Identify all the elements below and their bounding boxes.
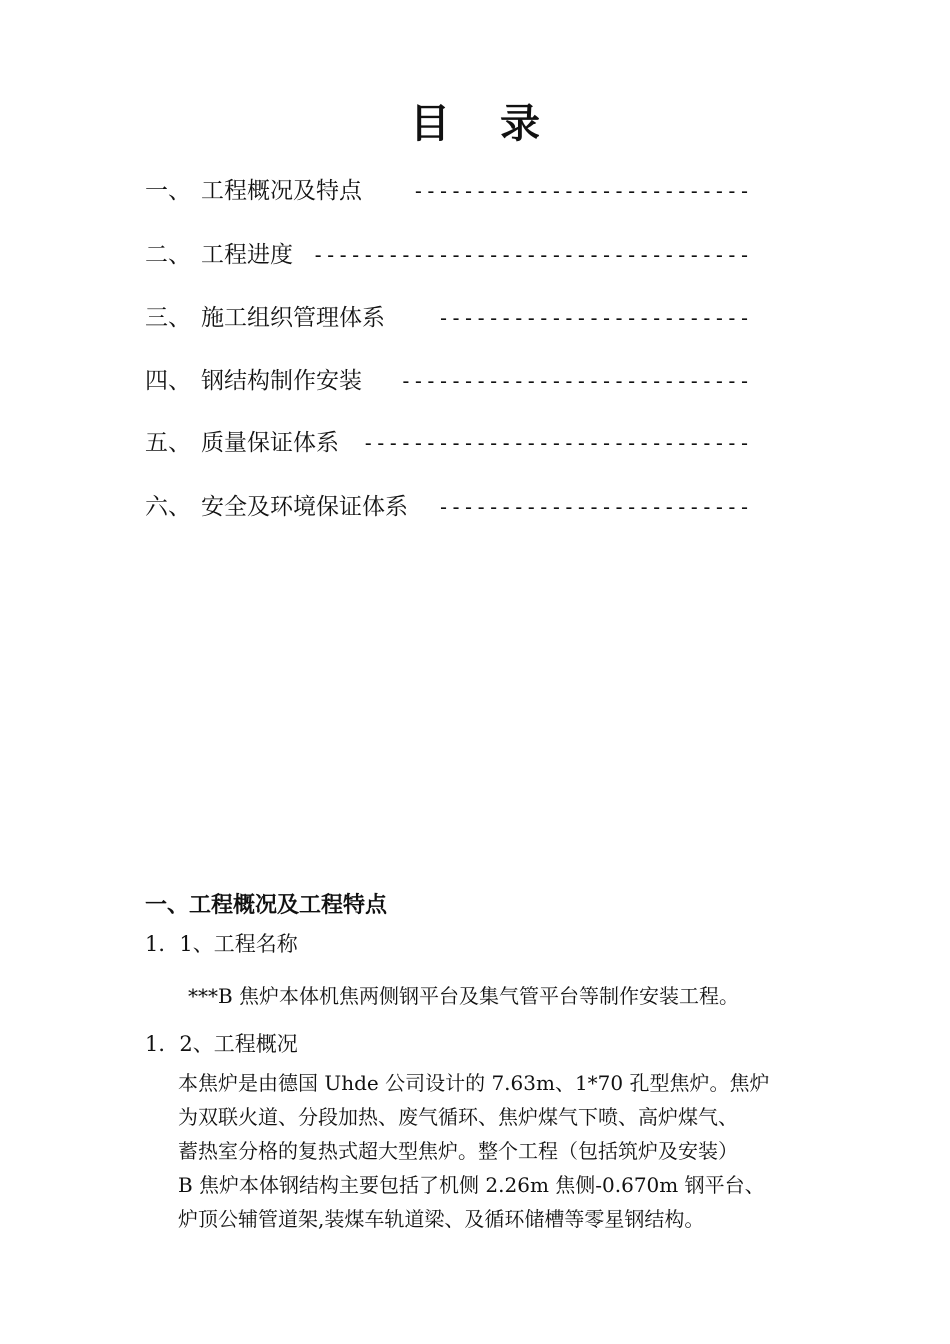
paragraph-line: B 焦炉本体钢结构主要包括了机侧 2.26m 焦侧-0.670m 钢平台、 xyxy=(178,1173,765,1197)
paragraph-line: 炉顶公辅管道架,装煤车轨道梁、及循环储槽等零星钢结构。 xyxy=(178,1207,705,1231)
toc-item-number: 一、 xyxy=(145,178,191,204)
toc-leader: ------------------------- xyxy=(437,495,751,519)
overview-paragraph xyxy=(178,1066,818,1236)
toc-item-number: 三、 xyxy=(145,305,191,331)
toc-item[interactable] xyxy=(145,172,751,208)
toc-item[interactable] xyxy=(145,362,751,398)
toc-item-label: 施工组织管理体系 xyxy=(201,305,385,331)
toc-item-label: 钢结构制作安装 xyxy=(201,368,362,394)
toc-leader: ------------------------------- xyxy=(362,431,751,455)
toc-leader: ------------------------- xyxy=(437,306,751,330)
page-title: 目 录 xyxy=(410,101,558,147)
toc-item[interactable] xyxy=(145,488,751,524)
toc-leader: --------------------------- xyxy=(412,179,751,203)
project-name: ***B 焦炉本体机焦两侧钢平台及集气管平台等制作安装工程。 xyxy=(188,984,740,1008)
toc-item-number: 四、 xyxy=(145,368,191,394)
subsection-heading: 1．1、工程名称 xyxy=(145,932,298,956)
subsection-heading: 1．2、工程概况 xyxy=(145,1032,298,1056)
toc-item-label: 工程概况及特点 xyxy=(201,178,362,204)
toc-leader: ----------------------------------- xyxy=(312,243,751,267)
section-heading: 一、工程概况及工程特点 xyxy=(145,893,388,918)
paragraph-line: 本焦炉是由德国 Uhde 公司设计的 7.63m、1*70 孔型焦炉。焦炉 xyxy=(178,1071,770,1095)
toc-item-number: 二、 xyxy=(145,242,191,268)
paragraph-line: 为双联火道、分段加热、废气循环、焦炉煤气下喷、高炉煤气、 xyxy=(178,1105,738,1129)
toc-leader: ---------------------------- xyxy=(399,369,751,393)
paragraph-line: 蓄热室分格的复热式超大型焦炉。整个工程（包括筑炉及安装） xyxy=(178,1139,738,1163)
toc-item[interactable] xyxy=(145,236,751,272)
toc-item[interactable] xyxy=(145,299,751,335)
toc-item-label: 质量保证体系 xyxy=(201,430,339,456)
toc-item-label: 安全及环境保证体系 xyxy=(201,494,408,520)
toc-item-label: 工程进度 xyxy=(201,242,293,268)
toc-item-number: 六、 xyxy=(145,494,191,520)
toc-item[interactable] xyxy=(145,424,751,460)
toc-item-number: 五、 xyxy=(145,430,191,456)
